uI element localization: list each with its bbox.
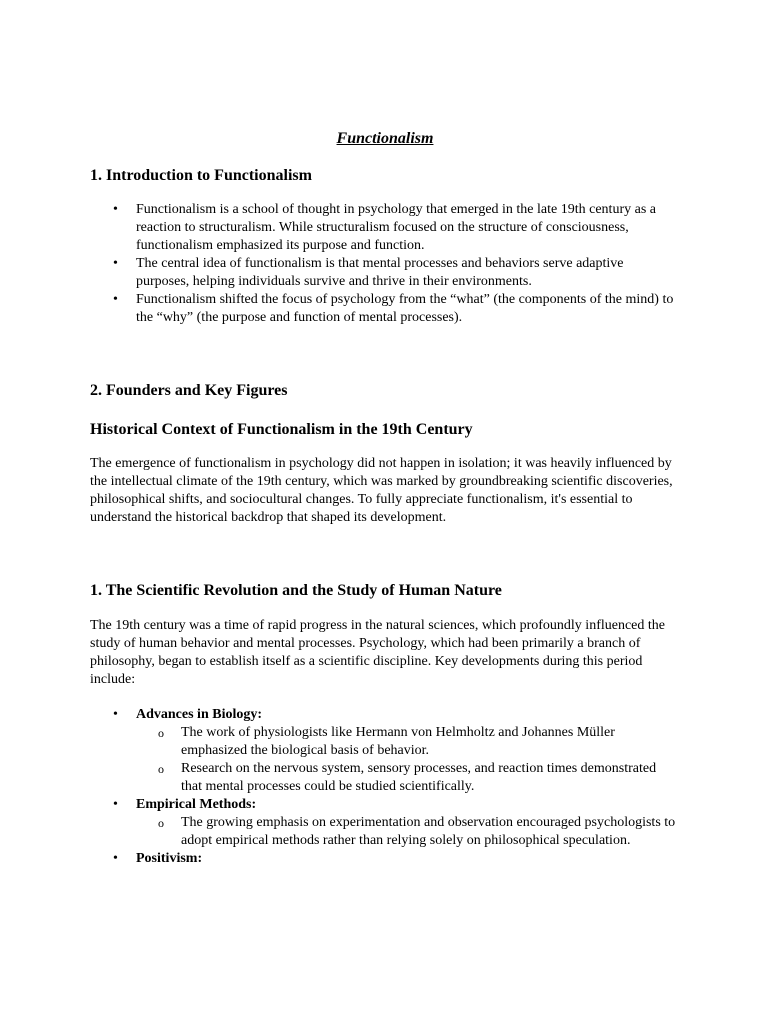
list-item-label: Positivism:	[136, 851, 203, 866]
sub-list	[136, 724, 680, 796]
list-item-label: Empirical Methods:	[136, 797, 257, 812]
section-heading-founders: 2. Founders and Key Figures	[90, 382, 288, 399]
document-title: Functionalism	[336, 130, 434, 147]
section-heading-historical-context: Historical Context of Functionalism in the 19th Century	[90, 421, 473, 438]
sub-list-item: o The work of physiologists like Hermann von Helmholtz and Johannes Müller emphasized the biological basis of behavior.	[136, 724, 680, 760]
list-item: • The central idea of functionalism is that mental processes and behaviors serve adaptive purposes, helping individuals survive and thrive in their environments.	[90, 255, 680, 291]
list-item	[90, 850, 680, 868]
list-item-label: Advances in Biology:	[136, 707, 263, 722]
section-heading-introduction: 1. Introduction to Functionalism	[90, 167, 312, 184]
historical-context-paragraph: The emergence of functionalism in psychology did not happen in isolation; it was heavily influenced by the intellectual climate of the 19th century, which was marked by groundbreaking scientific discoveries, philosophical shifts, and sociocultural changes. To fully appreciate functionalism, it's essential to understand the historical backdrop that shaped its development.	[90, 456, 673, 525]
list-item: • Functionalism is a school of thought in psychology that emerged in the late 19th century as a reaction to structuralism. While structuralism focused on the structure of consciousness, functionalism emphasized its purpose and function.	[90, 201, 680, 255]
list-item	[90, 796, 680, 850]
sub-list	[136, 814, 680, 850]
sub-list-item: o The growing emphasis on experimentation and observation encouraged psychologists to adopt empirical methods rather than relying solely on philosophical speculation.	[136, 814, 680, 850]
scientific-revolution-paragraph: The 19th century was a time of rapid progress in the natural sciences, which profoundly influenced the study of human behavior and mental processes. Psychology, which had been primarily a branch of philosophy, began to establish itself as a scientific discipline. Key developments during this period include:	[90, 618, 665, 687]
section-heading-scientific-revolution: 1. The Scientific Revolution and the Study of Human Nature	[90, 582, 502, 599]
document-page	[90, 128, 680, 868]
list-item	[90, 706, 680, 796]
list-item: • Functionalism shifted the focus of psychology from the “what” (the components of the mind) to the “why” (the purpose and function of mental processes).	[90, 291, 680, 327]
introduction-bullet-list	[90, 201, 680, 327]
sub-list-item: o Research on the nervous system, sensory processes, and reaction times demonstrated that mental processes could be studied scientifically.	[136, 760, 680, 796]
key-developments-list	[90, 706, 680, 868]
